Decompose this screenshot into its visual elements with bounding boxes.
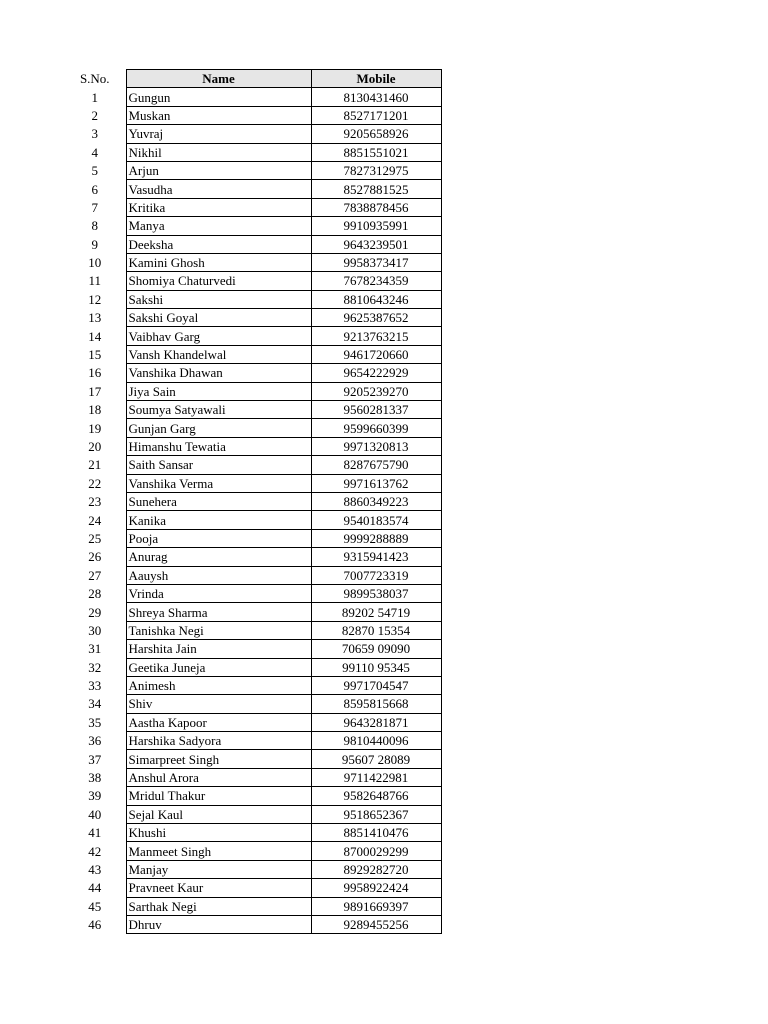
header-mobile: Mobile <box>311 70 441 88</box>
row-sno: 37 <box>88 751 102 767</box>
table-row <box>62 456 441 474</box>
row-mobile: 8595815668 <box>311 695 441 713</box>
table-row <box>62 180 441 198</box>
row-mobile: 8810643246 <box>311 290 441 308</box>
table-row <box>62 640 441 658</box>
row-name: Mridul Thakur <box>126 787 311 805</box>
row-mobile: 7678234359 <box>311 272 441 290</box>
row-sno: 13 <box>88 310 102 326</box>
table-row <box>62 327 441 345</box>
row-name: Arjun <box>126 161 311 179</box>
row-mobile: 9315941423 <box>311 548 441 566</box>
row-mobile: 9625387652 <box>311 309 441 327</box>
row-sno: 12 <box>88 291 102 307</box>
row-sno: 2 <box>91 107 98 123</box>
row-mobile: 7827312975 <box>311 161 441 179</box>
row-sno: 32 <box>88 659 102 675</box>
row-mobile: 82870 15354 <box>311 621 441 639</box>
row-mobile: 9213763215 <box>311 327 441 345</box>
row-mobile: 9205658926 <box>311 125 441 143</box>
table-row <box>62 750 441 768</box>
table-row <box>62 217 441 235</box>
row-name: Vrinda <box>126 584 311 602</box>
contact-table <box>62 69 442 934</box>
row-sno: 27 <box>88 567 102 583</box>
row-sno: 35 <box>88 714 102 730</box>
row-sno: 15 <box>88 347 102 363</box>
row-name: Manya <box>126 217 311 235</box>
header-sno: S.No. <box>79 71 110 87</box>
row-name: Dhruv <box>126 915 311 933</box>
table-row <box>62 621 441 639</box>
row-mobile: 9289455256 <box>311 915 441 933</box>
row-mobile: 9999288889 <box>311 529 441 547</box>
table-row <box>62 364 441 382</box>
row-sno: 19 <box>88 420 102 436</box>
row-name: Animesh <box>126 676 311 694</box>
table-row <box>62 290 441 308</box>
row-name: Himanshu Tewatia <box>126 437 311 455</box>
row-mobile: 9899538037 <box>311 584 441 602</box>
row-sno: 10 <box>88 255 102 271</box>
row-mobile: 9910935991 <box>311 217 441 235</box>
table-row <box>62 584 441 602</box>
row-mobile: 9958373417 <box>311 253 441 271</box>
row-sno: 31 <box>88 641 102 657</box>
table-row <box>62 658 441 676</box>
row-mobile: 9205239270 <box>311 382 441 400</box>
row-mobile: 9958922424 <box>311 879 441 897</box>
row-mobile: 8700029299 <box>311 842 441 860</box>
row-sno: 26 <box>88 549 102 565</box>
row-sno: 34 <box>88 696 102 712</box>
row-sno: 41 <box>88 825 102 841</box>
row-name: Tanishka Negi <box>126 621 311 639</box>
row-name: Aastha Kapoor <box>126 713 311 731</box>
row-name: Saith Sansar <box>126 456 311 474</box>
row-name: Sejal Kaul <box>126 805 311 823</box>
row-sno: 21 <box>88 457 102 473</box>
row-mobile: 7007723319 <box>311 566 441 584</box>
table-row <box>62 253 441 271</box>
row-sno: 33 <box>88 678 102 694</box>
row-mobile: 8287675790 <box>311 456 441 474</box>
row-name: Vanshika Dhawan <box>126 364 311 382</box>
row-mobile: 9810440096 <box>311 732 441 750</box>
table-row <box>62 732 441 750</box>
header-name: Name <box>126 70 311 88</box>
row-mobile: 8860349223 <box>311 492 441 510</box>
row-sno: 44 <box>88 880 102 896</box>
row-sno: 36 <box>88 733 102 749</box>
table-row <box>62 897 441 915</box>
row-name: Anshul Arora <box>126 768 311 786</box>
row-sno: 40 <box>88 806 102 822</box>
table-row <box>62 125 441 143</box>
row-sno: 5 <box>91 163 98 179</box>
table-row <box>62 787 441 805</box>
table-row <box>62 437 441 455</box>
row-sno: 42 <box>88 843 102 859</box>
row-name: Shomiya Chaturvedi <box>126 272 311 290</box>
row-name: Vansh Khandelwal <box>126 345 311 363</box>
row-mobile: 9461720660 <box>311 345 441 363</box>
table-row <box>62 713 441 731</box>
row-name: Deeksha <box>126 235 311 253</box>
row-name: Soumya Satyawali <box>126 401 311 419</box>
row-name: Vasudha <box>126 180 311 198</box>
row-name: Kanika <box>126 511 311 529</box>
table-row <box>62 198 441 216</box>
row-sno: 6 <box>91 181 98 197</box>
row-name: Shiv <box>126 695 311 713</box>
row-name: Manjay <box>126 860 311 878</box>
row-sno: 16 <box>88 365 102 381</box>
header-row <box>62 70 441 88</box>
row-sno: 23 <box>88 494 102 510</box>
row-mobile: 9582648766 <box>311 787 441 805</box>
row-mobile: 9599660399 <box>311 419 441 437</box>
table-row <box>62 309 441 327</box>
row-sno: 38 <box>88 770 102 786</box>
table-row <box>62 474 441 492</box>
row-sno: 30 <box>88 622 102 638</box>
row-mobile: 99110 95345 <box>311 658 441 676</box>
row-sno: 7 <box>91 199 98 215</box>
table-row <box>62 566 441 584</box>
table-row <box>62 842 441 860</box>
row-name: Pooja <box>126 529 311 547</box>
row-sno: 14 <box>88 328 102 344</box>
table-row <box>62 529 441 547</box>
row-mobile: 9654222929 <box>311 364 441 382</box>
row-name: Shreya Sharma <box>126 603 311 621</box>
row-name: Khushi <box>126 824 311 842</box>
table-row <box>62 915 441 933</box>
table-header <box>62 70 441 88</box>
row-sno: 28 <box>88 586 102 602</box>
row-mobile: 7838878456 <box>311 198 441 216</box>
row-mobile: 9560281337 <box>311 401 441 419</box>
table-row <box>62 768 441 786</box>
row-sno: 25 <box>88 530 102 546</box>
row-sno: 9 <box>91 236 98 252</box>
row-name: Nikhil <box>126 143 311 161</box>
row-sno: 22 <box>88 475 102 491</box>
table-row <box>62 603 441 621</box>
row-name: Kamini Ghosh <box>126 253 311 271</box>
row-sno: 18 <box>88 402 102 418</box>
row-name: Sunehera <box>126 492 311 510</box>
row-mobile: 9971320813 <box>311 437 441 455</box>
row-sno: 17 <box>88 383 102 399</box>
row-mobile: 9540183574 <box>311 511 441 529</box>
table-row <box>62 492 441 510</box>
row-name: Aauysh <box>126 566 311 584</box>
table-row <box>62 161 441 179</box>
table-row <box>62 382 441 400</box>
row-mobile: 9711422981 <box>311 768 441 786</box>
row-mobile: 8851551021 <box>311 143 441 161</box>
row-name: Sakshi Goyal <box>126 309 311 327</box>
table-row <box>62 345 441 363</box>
row-mobile: 9518652367 <box>311 805 441 823</box>
row-name: Vanshika Verma <box>126 474 311 492</box>
table-row <box>62 879 441 897</box>
table-row <box>62 419 441 437</box>
row-mobile: 95607 28089 <box>311 750 441 768</box>
table-row <box>62 401 441 419</box>
table-row <box>62 860 441 878</box>
table-body <box>62 88 441 934</box>
row-name: Geetika Juneja <box>126 658 311 676</box>
row-mobile: 9643281871 <box>311 713 441 731</box>
row-mobile: 9643239501 <box>311 235 441 253</box>
table-row <box>62 143 441 161</box>
row-sno: 24 <box>88 512 102 528</box>
row-mobile: 8130431460 <box>311 88 441 106</box>
row-name: Jiya Sain <box>126 382 311 400</box>
row-name: Simarpreet Singh <box>126 750 311 768</box>
row-sno: 1 <box>91 89 98 105</box>
row-sno: 45 <box>88 898 102 914</box>
row-name: Harshita Jain <box>126 640 311 658</box>
row-mobile: 8527171201 <box>311 106 441 124</box>
row-name: Kritika <box>126 198 311 216</box>
row-name: Sarthak Negi <box>126 897 311 915</box>
row-name: Pravneet Kaur <box>126 879 311 897</box>
row-mobile: 8527881525 <box>311 180 441 198</box>
row-sno: 43 <box>88 861 102 877</box>
table-row <box>62 676 441 694</box>
row-sno: 4 <box>91 144 98 160</box>
row-mobile: 89202 54719 <box>311 603 441 621</box>
row-mobile: 70659 09090 <box>311 640 441 658</box>
row-name: Gunjan Garg <box>126 419 311 437</box>
table-row <box>62 235 441 253</box>
row-name: Anurag <box>126 548 311 566</box>
row-mobile: 8851410476 <box>311 824 441 842</box>
row-name: Manmeet Singh <box>126 842 311 860</box>
row-name: Gungun <box>126 88 311 106</box>
row-sno: 11 <box>88 273 102 289</box>
table-row <box>62 695 441 713</box>
table-row <box>62 805 441 823</box>
row-name: Muskan <box>126 106 311 124</box>
row-sno: 39 <box>88 788 102 804</box>
row-sno: 8 <box>91 218 98 234</box>
table-row <box>62 272 441 290</box>
row-sno: 29 <box>88 604 102 620</box>
row-name: Yuvraj <box>126 125 311 143</box>
row-sno: 20 <box>88 439 102 454</box>
row-mobile: 9971613762 <box>311 474 441 492</box>
table-row <box>62 106 441 124</box>
row-sno: 46 <box>88 917 102 933</box>
table-row <box>62 824 441 842</box>
row-name: Vaibhav Garg <box>126 327 311 345</box>
row-name: Sakshi <box>126 290 311 308</box>
table-row <box>62 548 441 566</box>
row-sno: 3 <box>91 126 98 142</box>
row-mobile: 9891669397 <box>311 897 441 915</box>
row-name: Harshika Sadyora <box>126 732 311 750</box>
row-mobile: 8929282720 <box>311 860 441 878</box>
table-row <box>62 88 441 106</box>
table-row <box>62 511 441 529</box>
row-mobile: 9971704547 <box>311 676 441 694</box>
